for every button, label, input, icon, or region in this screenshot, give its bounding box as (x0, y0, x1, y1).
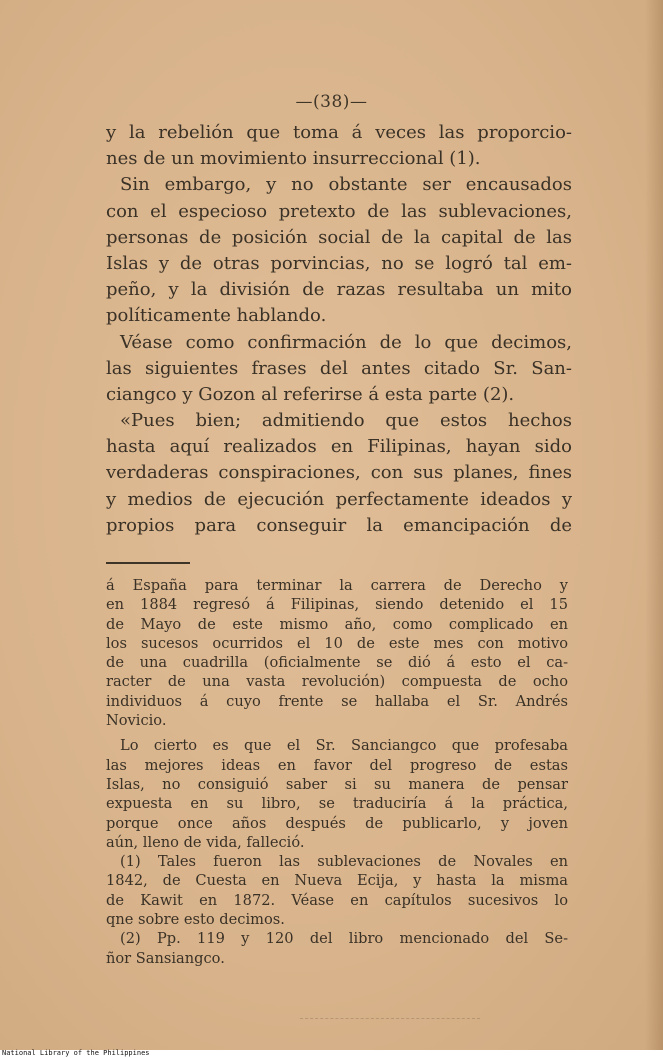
body-line: ciangco y Gozon al referirse á esta parte (2). (106, 383, 515, 405)
body-line: verdaderas conspiraciones, con sus planes, fines (106, 462, 572, 484)
footnote-line: ñor Sansiangco. (106, 949, 225, 967)
footnote-line: de Kawit en 1872. Véase en capítulos sucesivos lo (106, 891, 568, 909)
main-body-text (106, 120, 572, 539)
body-line: Véase como confirmación de lo que decimos, (120, 331, 572, 353)
body-line: con el especioso pretexto de las sublevaciones, (106, 200, 572, 222)
footnote-line: racter de una vasta revolución) compuesta de ocho (106, 673, 568, 691)
faint-bleed-through (300, 1018, 480, 1019)
body-line: y la rebelión que toma á veces las proporcio- (106, 122, 572, 143)
page-edge-shadow (645, 0, 663, 1050)
body-line: personas de posición social de la capital de las (106, 226, 572, 248)
footnote-line: los sucesos ocurridos el 10 de este mes con motivo (106, 634, 568, 652)
body-line: las siguientes frases del antes citado Sr. San- (106, 357, 572, 379)
body-line: políticamente hablando. (106, 305, 327, 327)
footnotes (106, 576, 568, 968)
footnote-separator-rule (106, 562, 190, 564)
footnote-line: Lo cierto es que el Sr. Sanciangco que profesaba (120, 737, 568, 755)
footnote-line: en 1884 regresó á Filipinas, siendo detenido el 15 (106, 596, 568, 614)
body-line: hasta aquí realizados en Filipinas, hayan sido (106, 436, 572, 458)
footnote-line: de Mayo de este mismo año, como complicado en (106, 615, 568, 633)
scan-footer (0, 1050, 663, 1058)
footnote-line: Novicio. (106, 712, 167, 730)
footnote-line: las mejores ideas en favor del progreso de estas (106, 756, 568, 774)
footnote-line: qne sobre esto decimos. (106, 911, 285, 929)
footnote-line: (1) Tales fueron las sublevaciones de Novales en (120, 853, 568, 871)
footnote-line: individuos á cuyo frente se hallaba el Sr. Andrés (106, 692, 568, 710)
body-line: nes de un movimiento insurreccional (1). (106, 148, 481, 170)
page-number: —(38)— (295, 92, 368, 112)
body-line: Sin embargo, y no obstante ser encausados (120, 174, 572, 196)
body-line: peño, y la división de razas resultaba un mito (106, 279, 572, 301)
body-line: «Pues bien; admitiendo que estos hechos (120, 410, 572, 432)
library-credit: National Library of the Philippines (2, 1049, 150, 1057)
footnote-line: aún, lleno de vida, falleció. (106, 833, 305, 851)
footnote-line: 1842, de Cuesta en Nueva Ecija, y hasta la misma (106, 872, 568, 890)
footnote-line: de una cuadrilla (oficialmente se dió á esto el ca- (106, 654, 568, 672)
footnote-line: expuesta en su libro, se traduciría á la práctica, (106, 795, 568, 813)
footnote-line: Islas, no consiguió saber si su manera de pensar (106, 775, 568, 793)
footnote-line: porque once años después de publicarlo, y joven (106, 814, 568, 832)
footnote-line: (2) Pp. 119 y 120 del libro mencionado del Se- (120, 930, 568, 948)
body-line: Islas y de otras porvincias, no se logró tal em- (106, 252, 572, 274)
footnote-line: á España para terminar la carrera de Derecho y (106, 577, 568, 594)
body-line: y medios de ejecución perfectamente ideados y (106, 488, 572, 510)
body-line: propios para conseguir la emancipación de (106, 514, 572, 536)
